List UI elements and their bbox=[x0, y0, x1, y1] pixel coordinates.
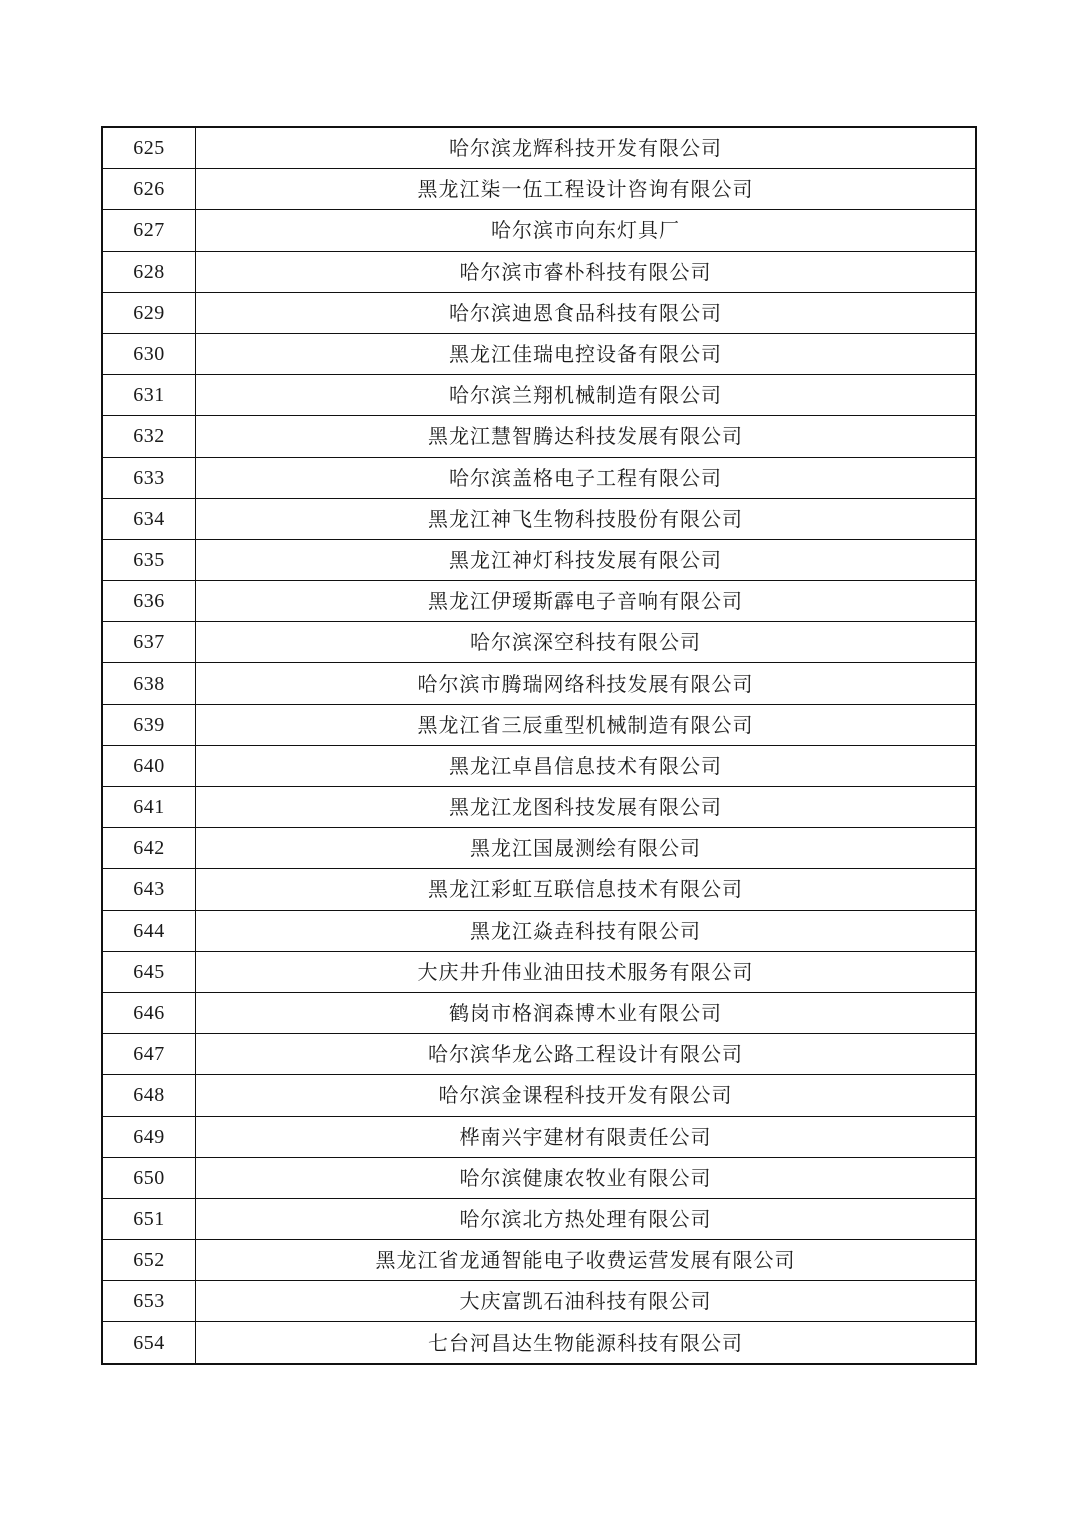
row-number: 641 bbox=[102, 787, 196, 828]
row-number: 639 bbox=[102, 704, 196, 745]
company-name: 桦南兴宇建材有限责任公司 bbox=[196, 1116, 977, 1157]
table-row bbox=[102, 1116, 976, 1157]
table-row bbox=[102, 951, 976, 992]
table-row bbox=[102, 581, 976, 622]
company-name: 黑龙江伊瑷斯霹电子音响有限公司 bbox=[196, 581, 977, 622]
company-name: 黑龙江龙图科技发展有限公司 bbox=[196, 787, 977, 828]
table-row bbox=[102, 127, 976, 169]
table-row bbox=[102, 457, 976, 498]
table-row bbox=[102, 333, 976, 374]
table-row bbox=[102, 992, 976, 1033]
row-number: 650 bbox=[102, 1157, 196, 1198]
table-row bbox=[102, 375, 976, 416]
company-name: 哈尔滨深空科技有限公司 bbox=[196, 622, 977, 663]
table-row bbox=[102, 1240, 976, 1281]
row-number: 640 bbox=[102, 745, 196, 786]
row-number: 643 bbox=[102, 869, 196, 910]
company-name: 黑龙江卓昌信息技术有限公司 bbox=[196, 745, 977, 786]
table-row bbox=[102, 787, 976, 828]
table-row bbox=[102, 910, 976, 951]
company-name: 哈尔滨金课程科技开发有限公司 bbox=[196, 1075, 977, 1116]
table-row bbox=[102, 539, 976, 580]
table-row bbox=[102, 251, 976, 292]
company-name: 哈尔滨迪恩食品科技有限公司 bbox=[196, 292, 977, 333]
table-row bbox=[102, 828, 976, 869]
company-name: 黑龙江焱垚科技有限公司 bbox=[196, 910, 977, 951]
row-number: 635 bbox=[102, 539, 196, 580]
company-name: 哈尔滨北方热处理有限公司 bbox=[196, 1198, 977, 1239]
row-number: 646 bbox=[102, 992, 196, 1033]
company-name: 哈尔滨兰翔机械制造有限公司 bbox=[196, 375, 977, 416]
row-number: 625 bbox=[102, 127, 196, 169]
row-number: 633 bbox=[102, 457, 196, 498]
company-name: 黑龙江柒一伍工程设计咨询有限公司 bbox=[196, 169, 977, 210]
row-number: 648 bbox=[102, 1075, 196, 1116]
row-number: 654 bbox=[102, 1322, 196, 1364]
company-name: 哈尔滨市腾瑞网络科技发展有限公司 bbox=[196, 663, 977, 704]
table-row bbox=[102, 292, 976, 333]
row-number: 642 bbox=[102, 828, 196, 869]
company-name: 哈尔滨龙辉科技开发有限公司 bbox=[196, 127, 977, 169]
table-row bbox=[102, 622, 976, 663]
row-number: 651 bbox=[102, 1198, 196, 1239]
row-number: 632 bbox=[102, 416, 196, 457]
row-number: 627 bbox=[102, 210, 196, 251]
row-number: 638 bbox=[102, 663, 196, 704]
company-name: 大庆富凯石油科技有限公司 bbox=[196, 1281, 977, 1322]
row-number: 628 bbox=[102, 251, 196, 292]
table-row bbox=[102, 1281, 976, 1322]
company-name: 七台河昌达生物能源科技有限公司 bbox=[196, 1322, 977, 1364]
company-name: 哈尔滨健康农牧业有限公司 bbox=[196, 1157, 977, 1198]
company-name: 黑龙江神飞生物科技股份有限公司 bbox=[196, 498, 977, 539]
table-row bbox=[102, 210, 976, 251]
company-name: 哈尔滨盖格电子工程有限公司 bbox=[196, 457, 977, 498]
company-name: 鹤岗市格润森博木业有限公司 bbox=[196, 992, 977, 1033]
row-number: 626 bbox=[102, 169, 196, 210]
row-number: 629 bbox=[102, 292, 196, 333]
company-list-table bbox=[101, 126, 977, 1365]
table-row bbox=[102, 498, 976, 539]
table-row bbox=[102, 1322, 976, 1364]
company-name: 大庆井升伟业油田技术服务有限公司 bbox=[196, 951, 977, 992]
row-number: 636 bbox=[102, 581, 196, 622]
table-row bbox=[102, 745, 976, 786]
row-number: 645 bbox=[102, 951, 196, 992]
row-number: 634 bbox=[102, 498, 196, 539]
company-name: 黑龙江佳瑞电控设备有限公司 bbox=[196, 333, 977, 374]
company-name: 哈尔滨市向东灯具厂 bbox=[196, 210, 977, 251]
table-row bbox=[102, 1075, 976, 1116]
table-row bbox=[102, 1198, 976, 1239]
company-name: 哈尔滨市睿朴科技有限公司 bbox=[196, 251, 977, 292]
row-number: 630 bbox=[102, 333, 196, 374]
table-row bbox=[102, 1034, 976, 1075]
table-row bbox=[102, 704, 976, 745]
row-number: 649 bbox=[102, 1116, 196, 1157]
table-row bbox=[102, 663, 976, 704]
company-name: 黑龙江省龙通智能电子收费运营发展有限公司 bbox=[196, 1240, 977, 1281]
company-list-table-body bbox=[102, 127, 976, 1364]
table-row bbox=[102, 869, 976, 910]
row-number: 637 bbox=[102, 622, 196, 663]
table-row bbox=[102, 416, 976, 457]
row-number: 631 bbox=[102, 375, 196, 416]
row-number: 644 bbox=[102, 910, 196, 951]
company-name: 哈尔滨华龙公路工程设计有限公司 bbox=[196, 1034, 977, 1075]
row-number: 653 bbox=[102, 1281, 196, 1322]
company-name: 黑龙江神灯科技发展有限公司 bbox=[196, 539, 977, 580]
row-number: 652 bbox=[102, 1240, 196, 1281]
company-name: 黑龙江慧智腾达科技发展有限公司 bbox=[196, 416, 977, 457]
company-name: 黑龙江国晟测绘有限公司 bbox=[196, 828, 977, 869]
table-row bbox=[102, 1157, 976, 1198]
table-row bbox=[102, 169, 976, 210]
company-name: 黑龙江省三辰重型机械制造有限公司 bbox=[196, 704, 977, 745]
row-number: 647 bbox=[102, 1034, 196, 1075]
company-name: 黑龙江彩虹互联信息技术有限公司 bbox=[196, 869, 977, 910]
